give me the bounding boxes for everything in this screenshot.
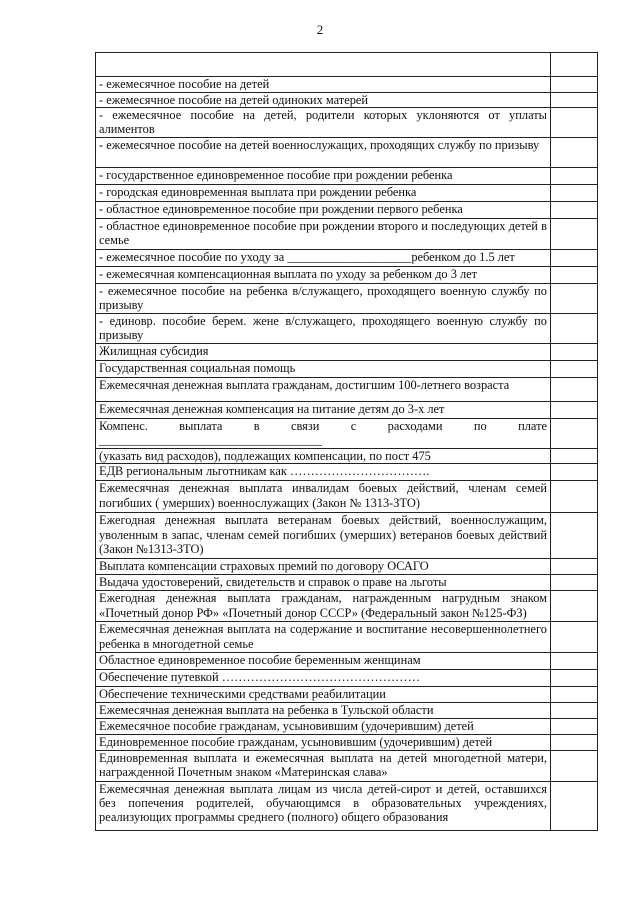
mark-cell[interactable] <box>551 138 598 168</box>
mark-cell[interactable] <box>551 449 598 464</box>
mark-cell[interactable] <box>551 93 598 108</box>
table-row <box>96 449 598 464</box>
table-row <box>96 284 598 314</box>
mark-cell[interactable] <box>551 378 598 402</box>
table-row <box>96 513 598 559</box>
mark-cell[interactable] <box>551 77 598 93</box>
mark-cell[interactable] <box>551 267 598 284</box>
service-name-cell: Единовременная выплата и ежемесячная выплата на детей многодетной матери, награжденной Почетным знаком «Материнская слава» <box>96 750 551 781</box>
table-row <box>96 344 598 361</box>
service-name-cell: Ежемесячная денежная выплата на содержание и воспитание несовершеннолетнего ребенка в многодетной семье <box>96 622 551 653</box>
service-name-cell: Компенс. выплата в связи с расходами по плате ____________________________________ <box>96 419 551 449</box>
table-row <box>96 464 598 481</box>
service-name-cell: - ежемесячное пособие на детей одиноких матерей <box>96 93 551 108</box>
mark-cell[interactable] <box>551 559 598 575</box>
service-name-cell: - ежемесячное пособие на детей, родители которых уклоняются от уплаты алиментов <box>96 108 551 138</box>
table-row <box>96 559 598 575</box>
service-name-cell: ЕДВ региональным льготникам как ……………………………. <box>96 464 551 481</box>
service-name-cell: Выдача удостоверений, свидетельств и справок о праве на льготы <box>96 575 551 591</box>
service-name-cell: Областное единовременное пособие беременным женщинам <box>96 653 551 670</box>
mark-cell[interactable] <box>551 284 598 314</box>
mark-cell[interactable] <box>551 168 598 185</box>
table-row <box>96 718 598 734</box>
table-row <box>96 419 598 449</box>
service-name-cell: - государственное единовременное пособие при рождении ребенка <box>96 168 551 185</box>
service-name-cell: Государственная социальная помощь <box>96 361 551 378</box>
mark-cell[interactable] <box>551 108 598 138</box>
service-name-cell: - ежемесячное пособие на детей военнослужащих, проходящих службу по призыву <box>96 138 551 168</box>
table-row <box>96 653 598 670</box>
table-row <box>96 670 598 687</box>
mark-cell[interactable] <box>551 419 598 449</box>
mark-cell[interactable] <box>551 185 598 202</box>
service-name-cell: - городская единовременная выплата при рождении ребенка <box>96 185 551 202</box>
service-name-cell: Ежемесячная денежная выплата лицам из числа детей-сирот и детей, оставшихся без попечения родителей, обучающимся в образовательных учреждениях, реализующих программы среднего (полного) общего образования <box>96 781 551 830</box>
service-name-cell: Ежемесячная денежная компенсация на питание детям до 3-х лет <box>96 402 551 419</box>
service-name-cell: - ежемесячное пособие на ребенка в/служащего, проходящего военную службу по призыву <box>96 284 551 314</box>
service-name-cell: - областное единовременное пособие при рождении второго и последующих детей в семье <box>96 219 551 250</box>
mark-cell[interactable] <box>551 250 598 267</box>
table-row <box>96 622 598 653</box>
service-name-cell: Ежемесячная денежная выплата инвалидам боевых действий, членам семей погибших ( умерших) военнослужащих (Закон № 1313-ЗТО) <box>96 481 551 513</box>
table-row <box>96 702 598 718</box>
service-name-cell: - ежемесячное пособие на детей <box>96 77 551 93</box>
service-name-cell: Ежемесячная денежная выплата на ребенка в Тульской области <box>96 702 551 718</box>
service-name-cell: Обеспечение техническими средствами реабилитации <box>96 687 551 702</box>
table-row <box>96 93 598 108</box>
mark-cell[interactable] <box>551 513 598 559</box>
table-row <box>96 219 598 250</box>
service-name-cell: - ежемесячное пособие по уходу за ____________________ребенком до 1.5 лет <box>96 250 551 267</box>
service-name-cell: Ежемесячное пособие гражданам, усыновившим (удочерившим) детей <box>96 718 551 734</box>
mark-cell[interactable] <box>551 361 598 378</box>
table-row <box>96 138 598 168</box>
table-row <box>96 750 598 781</box>
service-name-cell <box>96 53 551 77</box>
service-name-cell: Ежемесячная денежная выплата гражданам, достигшим 100-летнего возраста <box>96 378 551 402</box>
mark-cell[interactable] <box>551 622 598 653</box>
services-table-body <box>96 53 598 831</box>
service-name-cell: - ежемесячная компенсационная выплата по уходу за ребенком до 3 лет <box>96 267 551 284</box>
mark-cell[interactable] <box>551 750 598 781</box>
table-row <box>96 481 598 513</box>
table-row <box>96 267 598 284</box>
table-row <box>96 250 598 267</box>
table-row <box>96 108 598 138</box>
mark-cell[interactable] <box>551 402 598 419</box>
mark-cell[interactable] <box>551 219 598 250</box>
service-name-cell: Выплата компенсации страховых премий по договору ОСАГО <box>96 559 551 575</box>
mark-cell[interactable] <box>551 481 598 513</box>
service-name-cell: Ежегодная денежная выплата ветеранам боевых действий, военнослужащим, уволенным в запас, членам семей погибших (умерших) ветеранов боевых действий (Закон №1313-ЗТО) <box>96 513 551 559</box>
mark-cell[interactable] <box>551 687 598 702</box>
table-row <box>96 781 598 830</box>
table-row <box>96 361 598 378</box>
mark-cell[interactable] <box>551 464 598 481</box>
table-row <box>96 575 598 591</box>
mark-cell[interactable] <box>551 202 598 219</box>
table-row <box>96 378 598 402</box>
mark-cell[interactable] <box>551 734 598 750</box>
table-row <box>96 402 598 419</box>
mark-cell[interactable] <box>551 670 598 687</box>
service-name-cell: Жилищная субсидия <box>96 344 551 361</box>
mark-cell[interactable] <box>551 314 598 344</box>
service-name-cell: Обеспечение путевкой ………………………………………… <box>96 670 551 687</box>
service-name-cell: Ежегодная денежная выплата гражданам, награжденным нагрудным знаком «Почетный донор РФ» «Почетный донор СССР» (Федеральный закон №125-ФЗ) <box>96 591 551 622</box>
mark-cell[interactable] <box>551 344 598 361</box>
table-row <box>96 687 598 702</box>
mark-cell[interactable] <box>551 653 598 670</box>
table-row <box>96 734 598 750</box>
service-name-cell: - областное единовременное пособие при рождении первого ребенка <box>96 202 551 219</box>
mark-cell[interactable] <box>551 591 598 622</box>
service-name-cell: (указать вид расходов), подлежащих компенсации, по пост 475 <box>96 449 551 464</box>
service-name-cell: Единовременное пособие гражданам, усыновившим (удочерившим) детей <box>96 734 551 750</box>
table-row <box>96 314 598 344</box>
table-row <box>96 53 598 77</box>
table-row <box>96 202 598 219</box>
services-table <box>95 52 598 831</box>
mark-cell[interactable] <box>551 718 598 734</box>
mark-cell[interactable] <box>551 781 598 830</box>
page-number: 2 <box>316 22 324 37</box>
table-row <box>96 168 598 185</box>
table-row <box>96 185 598 202</box>
mark-cell[interactable] <box>551 575 598 591</box>
table-row <box>96 77 598 93</box>
mark-cell[interactable] <box>551 53 598 77</box>
mark-cell[interactable] <box>551 702 598 718</box>
service-name-cell: - единовр. пособие берем. жене в/служащего, проходящего военную службу по призыву <box>96 314 551 344</box>
table-row <box>96 591 598 622</box>
